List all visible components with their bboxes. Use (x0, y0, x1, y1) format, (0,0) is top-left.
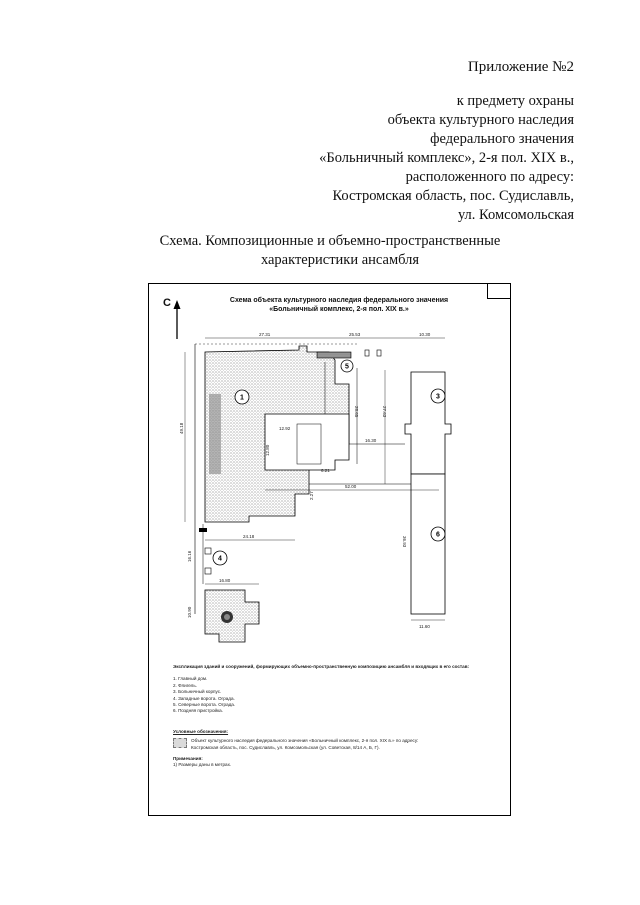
dimension-label: 25.53 (349, 332, 361, 337)
dimension-label: 28.65 (354, 406, 359, 418)
scheme-heading (0, 232, 640, 270)
marker-1 (235, 390, 249, 404)
note-item: 1) Размеры даны в метрах. (173, 762, 232, 768)
site-plan-frame (148, 283, 511, 816)
subject-line: к предмету охраны (456, 93, 574, 109)
subject-line: «Больничный комплекс», 2-я пол. XIX в., (319, 150, 574, 166)
subject-block (319, 92, 574, 225)
building-3-hospital (405, 372, 451, 474)
symbol-text-line: Костромская область, пос. Судиславль, ул. Комсомольская (ул. Советская, 8/14 А, Б, Г). (191, 744, 380, 750)
subject-line: ул. Комсомольская (457, 207, 574, 223)
symbol-text-line: Объект культурного наследия федерального значения «Больничный комплекс, 2-я пол. XIX в.» по адресу: (191, 738, 419, 744)
notes-heading: Примечания: (173, 756, 203, 762)
subject-line: расположенного по адресу: (405, 169, 574, 185)
dimension-label: 16.30 (365, 438, 377, 443)
dimension-label: 24.18 (243, 534, 255, 539)
legend-item: 1. Главный дом. (173, 676, 208, 682)
marker-5 (341, 360, 353, 372)
marker-3 (431, 389, 445, 403)
marker-label: 3 (436, 393, 440, 401)
building-6-late-annex (411, 474, 445, 614)
north-label: С (163, 297, 171, 309)
symbol-description (191, 738, 418, 751)
dimension-label: 11.60 (419, 624, 430, 629)
dimension-label: 6.21 (321, 468, 330, 473)
legend-item: 2. Флигель. (173, 682, 198, 688)
legend-item: 6. Поздняя пристройка. (173, 708, 224, 714)
dimension-label: 2.27 (309, 491, 314, 500)
marker-label: 5 (345, 363, 349, 371)
map-title-line: Схема объекта культурного наследия федерального значения (229, 297, 449, 304)
subject-line: федерального значения (430, 131, 574, 147)
symbol-row (173, 738, 473, 751)
scheme-heading-line: Схема. Композиционные и объемно-пространственные (159, 233, 501, 249)
legend (173, 664, 473, 769)
dimension-label: 52.00 (345, 484, 357, 489)
legend-item: 3. Больничный корпус. (173, 689, 222, 695)
dimension-label: 36.93 (402, 536, 407, 548)
subject-line: объекта культурного наследия (387, 112, 574, 128)
legend-item: 5. Северные ворота. Ограда. (173, 702, 236, 708)
dimension-label: 49.18 (179, 422, 184, 434)
dimension-label: 16.16 (187, 550, 192, 562)
marker-4 (213, 551, 227, 565)
dimension-label: 12.92 (279, 426, 291, 431)
dimension-label: 27.63 (382, 406, 387, 418)
dimension-label: 27.31 (259, 332, 271, 337)
appendix-label: Приложение №2 (467, 59, 574, 75)
marker-6 (431, 527, 445, 541)
dimension-label: 10.30 (419, 332, 431, 337)
map-title (189, 296, 489, 314)
map-title-line: «Больничный комплекс, 2-я пол. XIX в.» (269, 306, 409, 313)
dimension-label: 12.80 (265, 444, 270, 456)
marker-label: 4 (218, 555, 222, 563)
scheme-heading-line: характеристики ансамбля (260, 252, 420, 268)
marker-label: 6 (436, 531, 440, 539)
subject-line: Костромская область, пос. Судиславль, (332, 188, 574, 204)
stipple-swatch-icon (173, 738, 187, 748)
symbols-heading: Условные обозначения: (173, 728, 229, 734)
marker-label: 1 (240, 394, 244, 402)
legend-heading: Экспликация зданий и сооружений, формирующих объемно-пространственную композицию ансамбля и входящих в его состав: (173, 664, 470, 669)
legend-items (173, 676, 473, 714)
dimension-label: 10.90 (187, 606, 192, 618)
legend-item: 4. Западные ворота. Ограда. (173, 695, 235, 701)
dimension-label: 16.80 (219, 578, 231, 583)
